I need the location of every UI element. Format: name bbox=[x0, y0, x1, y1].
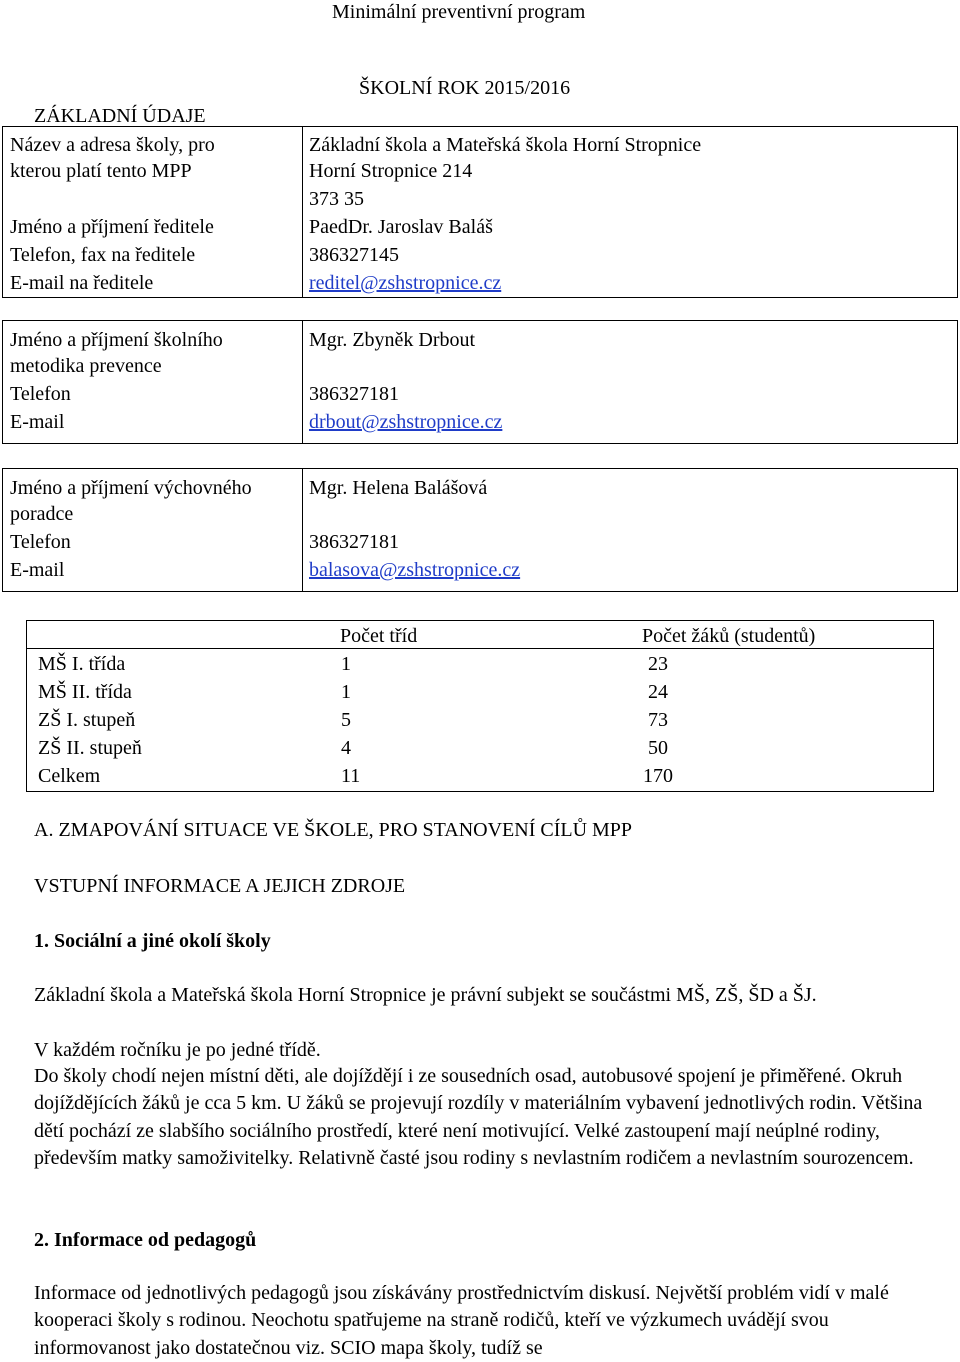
director-phone-label: Telefon, fax na ředitele bbox=[10, 244, 196, 266]
prevention-name: Mgr. Zbyněk Drbout bbox=[309, 329, 476, 351]
table-row-classes: 1 bbox=[341, 681, 351, 703]
school-zip: 373 35 bbox=[309, 188, 364, 210]
counselor-phone-label: Telefon bbox=[10, 531, 71, 553]
director-phone: 386327145 bbox=[309, 244, 399, 266]
prevention-email-label: E-mail bbox=[10, 411, 65, 433]
section-a-heading: A. ZMAPOVÁNÍ SITUACE VE ŠKOLE, PRO STANOVENÍ CÍLŮ MPP bbox=[34, 819, 633, 841]
counselor-email-link[interactable]: balasova@zshstropnice.cz bbox=[309, 559, 521, 581]
table-row-pupils: 23 bbox=[648, 653, 668, 675]
table-row-label: ZŠ II. stupeň bbox=[38, 737, 142, 759]
section-1-heading: 1. Sociální a jiné okolí školy bbox=[34, 930, 271, 952]
table-row-label: ZŠ I. stupeň bbox=[38, 709, 136, 731]
table-row-pupils: 170 bbox=[643, 765, 673, 787]
table-row-label: Celkem bbox=[38, 765, 101, 787]
table-row-classes: 4 bbox=[341, 737, 351, 759]
section-a-subheading: VSTUPNÍ INFORMACE A JEJICH ZDROJE bbox=[34, 875, 406, 897]
prevention-phone-label: Telefon bbox=[10, 383, 71, 405]
school-label-line1: Název a adresa školy, pro bbox=[10, 134, 215, 156]
table-row-label: MŠ II. třída bbox=[38, 681, 132, 703]
section-1-paragraph: Do školy chodí nejen místní děti, ale dojíždějí i ze sousedních osad, autobusové spojení je přiměřené. Okruh dojíždějících žáků je cca 5 km. U žáků se projevují rozdíly v materiálním vybavení jednotlivých rodin. Většina dětí pochází ze slabšího sociálního prostředí, které není motivující. Velké zastoupení mají neúplné rodiny, především matky samoživitelky. Relativně časté jsou rodiny s nevlastním rodičem a nevlastním sourozencem. bbox=[34, 1065, 923, 1170]
counselor-name: Mgr. Helena Balášová bbox=[309, 477, 488, 499]
basic-info-heading: ZÁKLADNÍ ÚDAJE bbox=[34, 105, 206, 127]
column-divider bbox=[302, 468, 303, 592]
counselor-label-line1: Jméno a příjmení výchovného bbox=[10, 477, 252, 499]
header-pupil-count: Počet žáků (studentů) bbox=[642, 625, 816, 647]
counselor-phone: 386327181 bbox=[309, 531, 399, 553]
counselor-label-line2: poradce bbox=[10, 503, 74, 525]
prevention-label-line1: Jméno a příjmení školního bbox=[10, 329, 223, 351]
table-row-classes: 5 bbox=[341, 709, 351, 731]
document-title: Minimální preventivní program bbox=[332, 1, 586, 23]
section-1-paragraph: Základní škola a Mateřská škola Horní Stropnice je právní subjekt se součástmi MŠ, ZŠ, ŠD a ŠJ. bbox=[34, 984, 817, 1006]
table-row-pupils: 24 bbox=[648, 681, 668, 703]
table-row-label: MŠ I. třída bbox=[38, 653, 126, 675]
school-year: ŠKOLNÍ ROK 2015/2016 bbox=[359, 77, 571, 99]
prevention-label-line2: metodika prevence bbox=[10, 355, 162, 377]
prevention-email-link[interactable]: drbout@zshstropnice.cz bbox=[309, 411, 503, 433]
table-row-classes: 1 bbox=[341, 653, 351, 675]
counselor-email-label: E-mail bbox=[10, 559, 65, 581]
table-row-pupils: 50 bbox=[648, 737, 668, 759]
table-row-classes: 11 bbox=[341, 765, 361, 787]
header-class-count: Počet tříd bbox=[340, 625, 418, 647]
section-2-heading: 2. Informace od pedagogů bbox=[34, 1229, 257, 1251]
school-label-line2: kterou platí tento MPP bbox=[10, 160, 192, 182]
director-name: PaedDr. Jaroslav Baláš bbox=[309, 216, 493, 238]
column-divider bbox=[302, 126, 303, 298]
table-row-pupils: 73 bbox=[648, 709, 668, 731]
section-1-paragraph: V každém ročníku je po jedné třídě. bbox=[34, 1039, 321, 1061]
director-label: Jméno a příjmení ředitele bbox=[10, 216, 214, 238]
section-2-paragraph: Informace od jednotlivých pedagogů jsou získávány prostřednictvím diskusí. Největší problém vidí v malé kooperaci školy s rodinou. Neochotu spatřujeme na straně rodičů, kteří ve výzkumech uvádějí svou informovanost jako dostatečnou viz. SCIO mapa školy, tudíž se bbox=[34, 1282, 889, 1359]
school-name: Základní škola a Mateřská škola Horní Stropnice bbox=[309, 134, 702, 156]
school-address: Horní Stropnice 214 bbox=[309, 160, 473, 182]
director-email-label: E-mail na ředitele bbox=[10, 272, 154, 294]
column-divider bbox=[302, 320, 303, 444]
director-email-link[interactable]: reditel@zshstropnice.cz bbox=[309, 272, 502, 294]
prevention-phone: 386327181 bbox=[309, 383, 399, 405]
